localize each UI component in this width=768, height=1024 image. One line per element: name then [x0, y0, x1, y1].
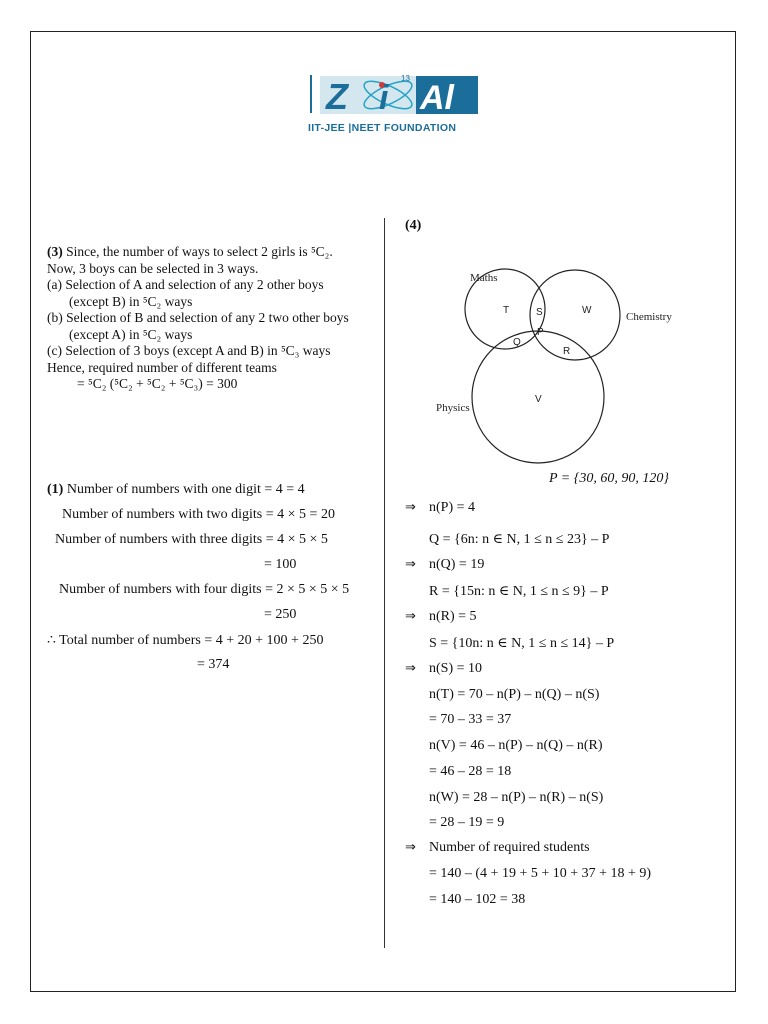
region-v: V	[535, 394, 542, 405]
logo-tagline: IIT-JEE |NEET FOUNDATION	[308, 122, 457, 134]
q3-line-9: = ⁵C₂ (⁵C₂ + ⁵C₂ + ⁵C₃) = 300	[77, 376, 238, 391]
region-q: Q	[513, 337, 521, 348]
q4-line-11: = 46 – 28 = 18	[429, 764, 512, 779]
implies-icon: ⇒	[405, 609, 416, 624]
label-maths: Maths	[470, 272, 498, 284]
q1-line-8: = 374	[197, 657, 230, 672]
q1-line-4: = 100	[264, 557, 297, 572]
q4-line-7: ⇒ n(S) = 10	[405, 661, 483, 676]
q3-line-3: (a) Selection of A and selection of any 2 other boys	[47, 277, 324, 292]
q4-line-15: = 140 – (4 + 19 + 5 + 10 + 37 + 18 + 9)	[429, 866, 652, 881]
q4-line-12: n(W) = 28 – n(P) – n(R) – n(S)	[429, 790, 604, 805]
label-physics: Physics	[436, 402, 470, 414]
q1-line-6: = 250	[264, 607, 297, 622]
column-divider	[384, 218, 385, 948]
region-p: P	[537, 327, 544, 338]
q1-line-5: Number of numbers with four digits = 2 × 5 × 5 × 5	[59, 582, 350, 597]
region-s: S	[536, 307, 543, 318]
q4-line-8: n(T) = 70 – n(P) – n(Q) – n(S)	[429, 687, 600, 702]
q1-line-1: (1) Number of numbers with one digit = 4 = 4	[47, 482, 305, 497]
q4-line-10: n(V) = 46 – n(P) – n(Q) – n(R)	[429, 738, 603, 753]
q4-heading: (4)	[405, 218, 422, 233]
q3-line-1: (3) Since, the number of ways to select 2 girls is ⁵C₂.	[47, 244, 333, 259]
chemistry-circle	[530, 270, 620, 360]
q4-line-9: = 70 – 33 = 37	[429, 712, 512, 727]
logo-badge: 13	[401, 74, 410, 83]
q3-line-7: (c) Selection of 3 boys (except A and B) in ⁵C₃ ways	[47, 343, 331, 358]
q4-line-14: ⇒ Number of required students	[405, 840, 590, 855]
label-chemistry: Chemistry	[626, 311, 672, 323]
q4-line-2: Q = {6n: n ∈ N, 1 ≤ n ≤ 23} – P	[429, 532, 610, 547]
region-r: R	[563, 346, 571, 357]
p-set-definition: P = {30, 60, 90, 120}	[549, 471, 669, 486]
implies-icon: ⇒	[405, 500, 416, 515]
q4-line-13: = 28 – 19 = 9	[429, 815, 505, 830]
q1-line-3: Number of numbers with three digits = 4 × 5 × 5	[55, 532, 328, 547]
q3-line-5: (b) Selection of B and selection of any 2 two other boys	[47, 310, 349, 325]
logo-letters-al: Al	[420, 79, 454, 117]
q4-line-4: R = {15n: n ∈ N, 1 ≤ n ≤ 9} – P	[429, 584, 609, 599]
q3-line-8: Hence, required number of different teams	[47, 359, 277, 375]
q4-line-1: ⇒ n(P) = 4	[405, 500, 476, 515]
q4-line-6: S = {10n: n ∈ N, 1 ≤ n ≤ 14} – P	[429, 636, 615, 651]
q3-line-4: (except B) in ⁵C₂ ways	[69, 293, 193, 309]
q1-line-2: Number of numbers with two digits = 4 × 5 = 20	[62, 507, 335, 522]
q4-line-16: = 140 – 102 = 38	[429, 892, 526, 907]
implies-icon: ⇒	[405, 557, 416, 572]
venn-diagram	[430, 265, 680, 465]
q3-line-2: Now, 3 boys can be selected in 3 ways.	[47, 260, 259, 276]
implies-icon: ⇒	[405, 840, 416, 855]
q1-line-7: ∴ Total number of numbers = 4 + 20 + 100 + 250	[47, 633, 324, 648]
solution-q3	[47, 244, 377, 393]
region-t: T	[503, 305, 510, 316]
logo-letter-z: Z	[326, 76, 348, 117]
q4-line-3: ⇒ n(Q) = 19	[405, 557, 485, 572]
implies-icon: ⇒	[405, 661, 416, 676]
q4-line-5: ⇒ n(R) = 5	[405, 609, 477, 624]
region-w: W	[582, 305, 592, 316]
logo-letter-i: i	[379, 79, 389, 117]
q3-line-6: (except A) in ⁵C₂ ways	[69, 326, 193, 342]
zical-logo	[306, 67, 481, 135]
